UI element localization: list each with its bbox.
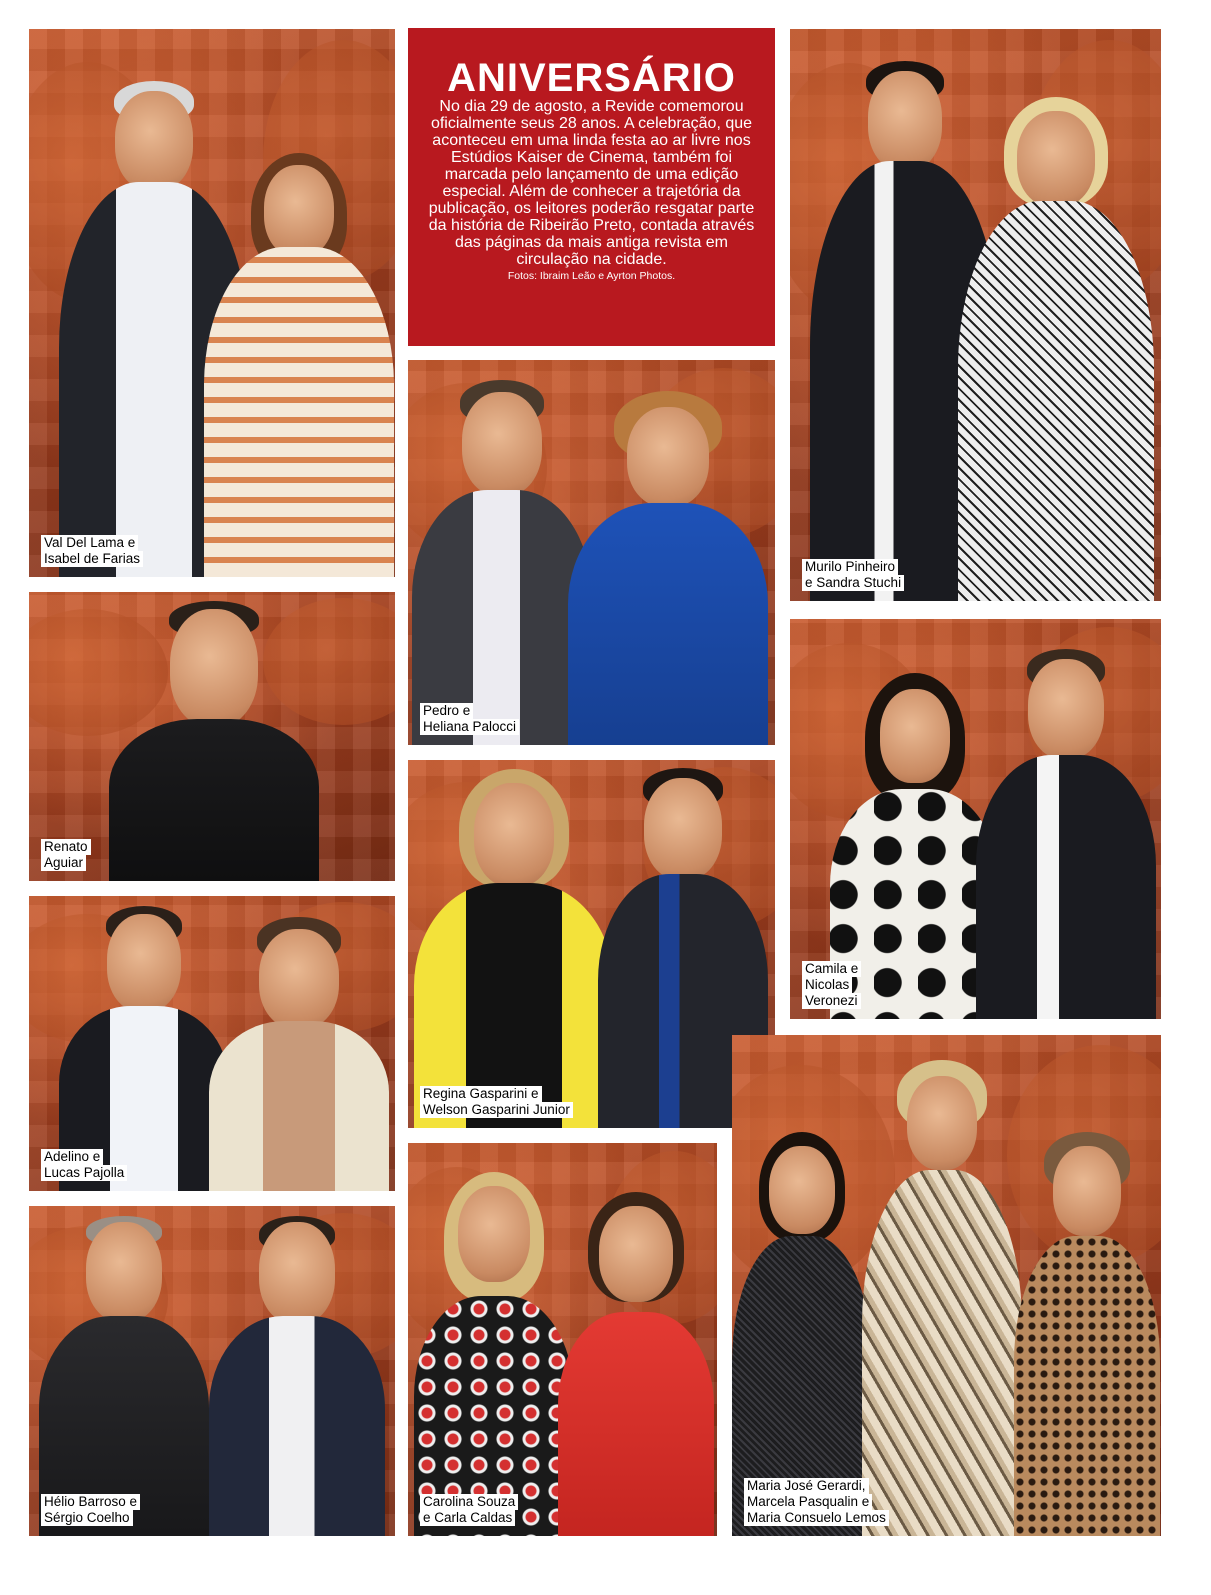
article-intro-box — [408, 28, 775, 346]
photo-caption: Maria José Gerardi, Marcela Pasqualin e Maria Consuelo Lemos — [744, 1478, 889, 1526]
photo-caption: Regina Gasparini e Welson Gasparini Junior — [420, 1086, 573, 1118]
photo-caption: Carolina Souza e Carla Caldas — [420, 1494, 518, 1526]
photo-caption: Val Del Lama e Isabel de Farias — [41, 535, 143, 567]
photo-camila-nicolas-veronezi — [790, 619, 1161, 1019]
article-body: No dia 29 de agosto, a Revide comemorou oficialmente seus 28 anos. A celebração, que aconteceu em uma linda festa ao ar livre nos Estúdios Kaiser de Cinema, também foi marcada pelo lançamento de uma edição especial. Além de conhecer a trajetória da publicação, os leitores poderão resgatar parte da história de Ribeirão Preto, contada através das páginas da mais antiga revista em circulação na cidade. — [428, 98, 755, 268]
photo-caption: Renato Aguiar — [41, 839, 91, 871]
photo-helio-barroso-sergio-coelho — [29, 1206, 395, 1536]
photo-carolina-souza-carla-caldas — [408, 1143, 717, 1536]
photo-murilo-pinheiro-sandra-stuchi — [790, 29, 1161, 601]
photo-maria-jose-marcela-maria-consuelo — [732, 1035, 1161, 1536]
photo-adelino-lucas-pajolla — [29, 896, 395, 1191]
photo-caption: Hélio Barroso e Sérgio Coelho — [41, 1494, 140, 1526]
photo-pedro-heliana-palocci — [408, 360, 775, 745]
photo-caption: Camila e Nicolas Veronezi — [802, 961, 861, 1009]
photo-renato-aguiar — [29, 592, 395, 881]
photo-val-del-lama-isabel-de-farias — [29, 29, 395, 577]
article-title: ANIVERSÁRIO — [447, 56, 736, 100]
photo-caption: Adelino e Lucas Pajolla — [41, 1149, 127, 1181]
photo-caption: Murilo Pinheiro e Sandra Stuchi — [802, 559, 904, 591]
photo-regina-welson-gasparini — [408, 760, 775, 1128]
photo-credit: Fotos: Ibraim Leão e Ayrton Photos. — [507, 270, 676, 282]
photo-caption: Pedro e Heliana Palocci — [420, 703, 519, 735]
